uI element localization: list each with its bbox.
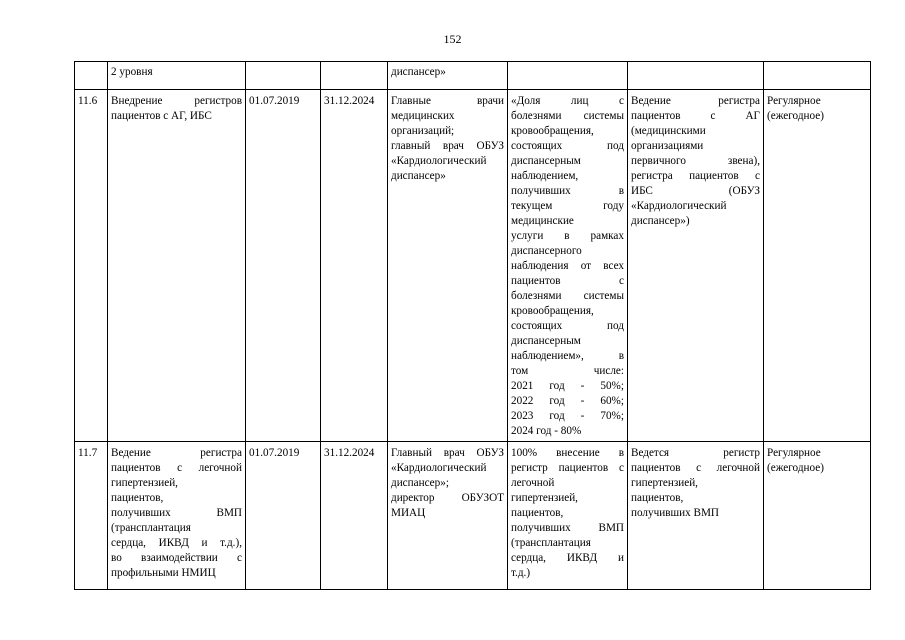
cell-start-date [246, 62, 321, 90]
cell-measure-name [108, 442, 246, 590]
cell-line: текущем году [511, 200, 624, 212]
cell-line: (трансплантация [111, 522, 191, 534]
cell-indicator [508, 442, 628, 590]
cell-line: пациентов с АГ [631, 110, 760, 122]
cell-responsible [388, 442, 508, 590]
cell-line: регистр пациентов с [511, 462, 624, 474]
cell-measure-name [108, 90, 246, 442]
cell-line: сердца, ИКВД и т.д.), [111, 537, 242, 549]
cell-end-date [321, 62, 388, 90]
cell-line: диспансер» [391, 170, 446, 182]
cell-end-date [321, 90, 388, 442]
cell-line: диспансерного [511, 245, 582, 257]
cell-line: кровообращения, [511, 125, 594, 137]
cell-frequency [764, 90, 871, 442]
table-body [75, 62, 871, 590]
cell-line: диспансер» [391, 66, 446, 78]
cell-line: (ежегодное) [767, 462, 824, 474]
cell-frequency [764, 442, 871, 590]
cell-line: легочной [511, 477, 555, 489]
cell-line: Главные врачи [391, 95, 504, 107]
cell-line: регистра пациентов с [631, 170, 760, 182]
table-row [75, 442, 871, 590]
cell-line: пациентов с легочной [631, 462, 760, 474]
plan-table [74, 61, 871, 590]
cell-number [75, 62, 108, 90]
cell-line: болезнями системы [511, 110, 624, 122]
cell-measure-name [108, 62, 246, 90]
cell-line: Внедрение регистров [111, 95, 242, 107]
cell-indicator [508, 62, 628, 90]
cell-line: получивших в [511, 185, 624, 197]
cell-text: 01.07.2019 [249, 95, 300, 107]
cell-line: пациентов с легочной [111, 462, 242, 474]
cell-line: (медицинскими [631, 125, 706, 137]
table-row [75, 90, 871, 442]
cell-result [628, 62, 764, 90]
cell-number [75, 442, 108, 590]
cell-indicator [508, 90, 628, 442]
cell-line: организаций; [391, 125, 455, 137]
cell-responsible [388, 90, 508, 442]
cell-line: Главный врач ОБУЗ [391, 447, 504, 459]
cell-end-date [321, 442, 388, 590]
cell-line: получивших ВМП [631, 507, 719, 519]
cell-line: диспансерным [511, 335, 581, 347]
cell-line: Ведение регистра [111, 447, 242, 459]
cell-line: т.д.) [511, 567, 531, 579]
cell-line: пациентов, [511, 507, 564, 519]
cell-line: услуги в рамках [511, 230, 624, 242]
cell-line: организациями [631, 140, 704, 152]
cell-text: 31.12.2024 [324, 95, 375, 107]
cell-line: пациентов, [631, 492, 684, 504]
cell-line: пациентов, [111, 492, 164, 504]
cell-line: «Кардиологический [391, 155, 487, 167]
cell-line: том числе: [511, 365, 624, 377]
cell-line: 2023 год - 70%; [511, 410, 624, 422]
cell-line: состоящих под [511, 320, 624, 332]
cell-line: медицинские [511, 215, 574, 227]
cell-line: директор ОБУЗОТ [391, 492, 504, 504]
cell-line: первичного звена), [631, 155, 760, 167]
cell-line: «Кардиологический [631, 200, 727, 212]
page-number: 152 [443, 32, 462, 46]
cell-line: наблюдения от всех [511, 260, 624, 272]
cell-line: состоящих под [511, 140, 624, 152]
cell-line: получивших ВМП [511, 522, 624, 534]
cell-line: Ведение регистра [631, 95, 760, 107]
cell-line: пациентов с [511, 275, 624, 287]
cell-number [75, 90, 108, 442]
cell-line: сердца, ИКВД и [511, 552, 624, 564]
cell-line: (трансплантация [511, 537, 591, 549]
cell-text: 11.6 [78, 95, 98, 107]
cell-line: Регулярное [767, 95, 821, 107]
cell-frequency [764, 62, 871, 90]
cell-line: 2022 год - 60%; [511, 395, 624, 407]
cell-line: во взаимодействии с [111, 552, 242, 564]
cell-line: главный врач ОБУЗ [391, 140, 504, 152]
cell-line: ИБС (ОБУЗ [631, 185, 760, 197]
cell-line: 2 уровня [111, 66, 153, 78]
cell-line: Регулярное [767, 447, 821, 459]
cell-result [628, 90, 764, 442]
cell-line: гипертензией, [111, 477, 178, 489]
cell-start-date [246, 90, 321, 442]
cell-line: наблюдением, [511, 170, 579, 182]
cell-line: болезнями системы [511, 290, 624, 302]
cell-line: наблюдением», в [511, 350, 624, 362]
cell-line: (ежегодное) [767, 110, 824, 122]
cell-start-date [246, 442, 321, 590]
cell-text: 01.07.2019 [249, 447, 300, 459]
cell-line: 100% внесение в [511, 447, 624, 459]
cell-line: гипертензией, [631, 477, 698, 489]
cell-line: МИАЦ [391, 507, 426, 519]
cell-line: «Доля лиц с [511, 95, 624, 107]
cell-text: 11.7 [78, 447, 98, 459]
cell-line: диспансерным [511, 155, 581, 167]
cell-line: Ведется регистр [631, 447, 760, 459]
cell-line: кровообращения, [511, 305, 594, 317]
cell-line: диспансер»; [391, 477, 449, 489]
cell-text: 31.12.2024 [324, 447, 375, 459]
cell-line: профильными НМИЦ [111, 567, 216, 579]
cell-line: 2021 год - 50%; [511, 380, 624, 392]
table-row [75, 62, 871, 90]
cell-line: медицинских [391, 110, 455, 122]
cell-responsible [388, 62, 508, 90]
cell-line: получивших ВМП [111, 507, 242, 519]
cell-line: 2024 год - 80% [511, 425, 582, 437]
cell-line: гипертензией, [511, 492, 578, 504]
cell-line: пациентов с АГ, ИБС [111, 110, 212, 122]
cell-line: «Кардиологический [391, 462, 487, 474]
cell-result [628, 442, 764, 590]
cell-line: диспансер») [631, 215, 690, 227]
